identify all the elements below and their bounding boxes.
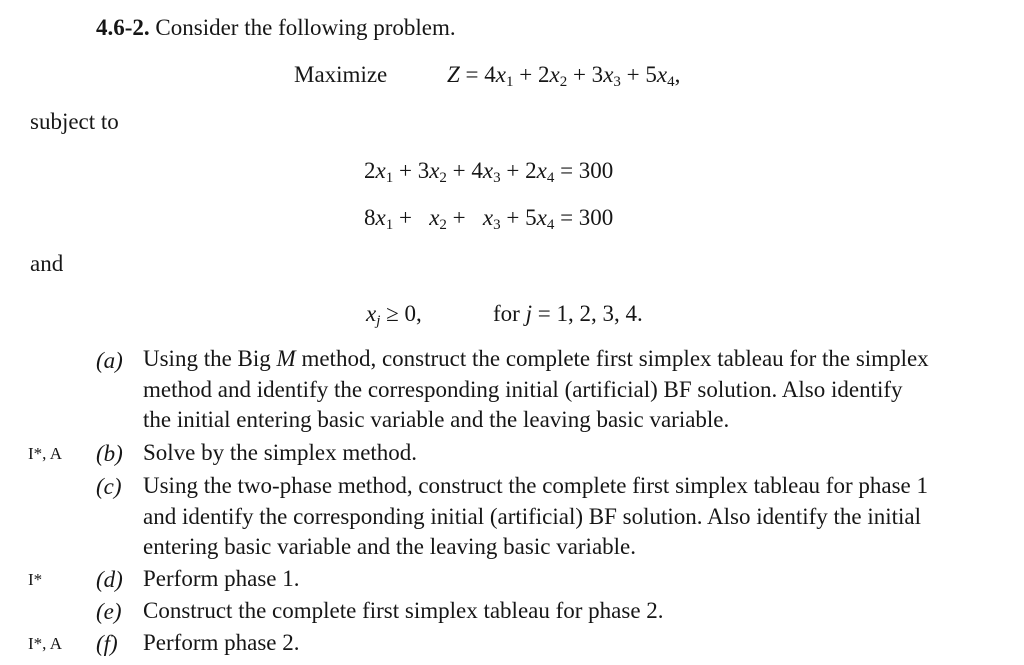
item-e-text <box>143 596 1013 627</box>
item-f-line-1: Perform phase 2. <box>143 630 300 655</box>
item-f-label: (f) <box>96 631 118 656</box>
problem-intro: Consider the following problem. <box>155 15 456 40</box>
subject-to-label: subject to <box>30 109 119 134</box>
objective-label: Maximize <box>294 62 388 87</box>
objective-expression: $Z = 4x_1 + 2x_2 + 3x_3 + 5x_4$, <box>447 62 681 90</box>
item-d-label: (d) <box>96 567 123 592</box>
item-a-text <box>143 344 1013 436</box>
item-a-label: (a) <box>96 348 123 373</box>
item-c-label: (c) <box>96 474 122 499</box>
item-b-line-1: Solve by the simplex method. <box>143 440 418 465</box>
item-d-tag: I* <box>28 570 43 589</box>
item-c-line-1: Using the two-phase method, construct the complete first simplex tableau for phase 1 <box>143 473 928 498</box>
nonneg-rhs: for j = 1, 2, 3, 4. <box>493 301 643 326</box>
item-c-line-2: and identify the corresponding initial (artificial) BF solution. Also identify the initial <box>143 503 922 529</box>
item-c-text <box>143 471 1013 563</box>
constraint-2: $8x_1 + x_2 + x_3 + 5x_4 = 300$ <box>364 205 614 233</box>
problem-number: 4.6-2. <box>96 15 150 40</box>
item-f-text <box>143 628 1013 659</box>
item-e-line-1: Construct the complete first simplex tableau for phase 2. <box>143 598 664 623</box>
item-c-line-3: entering basic variable and the leaving basic variable. <box>143 534 637 559</box>
item-a-line-2: method and identify the corresponding initial (artificial) BF solution. Also identify <box>143 376 903 402</box>
item-f-tag: I*, A <box>28 634 62 653</box>
item-b-tag: I*, A <box>28 444 62 463</box>
item-d-text <box>143 564 1013 595</box>
item-a-line-1: Using the Big M method, construct the complete first simplex tableau for the simplex <box>143 346 929 371</box>
item-b-text <box>143 438 1013 469</box>
constraint-1: $2x_1 + 3x_2 + 4x_3 + 2x_4 = 300$ <box>364 158 614 186</box>
nonneg-lhs: $x_j \ge 0$, <box>366 301 422 329</box>
item-a-line-3: the initial entering basic variable and the leaving basic variable. <box>143 407 730 432</box>
item-b-label: (b) <box>96 441 123 466</box>
and-label: and <box>30 251 64 276</box>
item-e-label: (e) <box>96 599 122 624</box>
item-d-line-1: Perform phase 1. <box>143 566 300 591</box>
problem-heading <box>96 14 456 41</box>
